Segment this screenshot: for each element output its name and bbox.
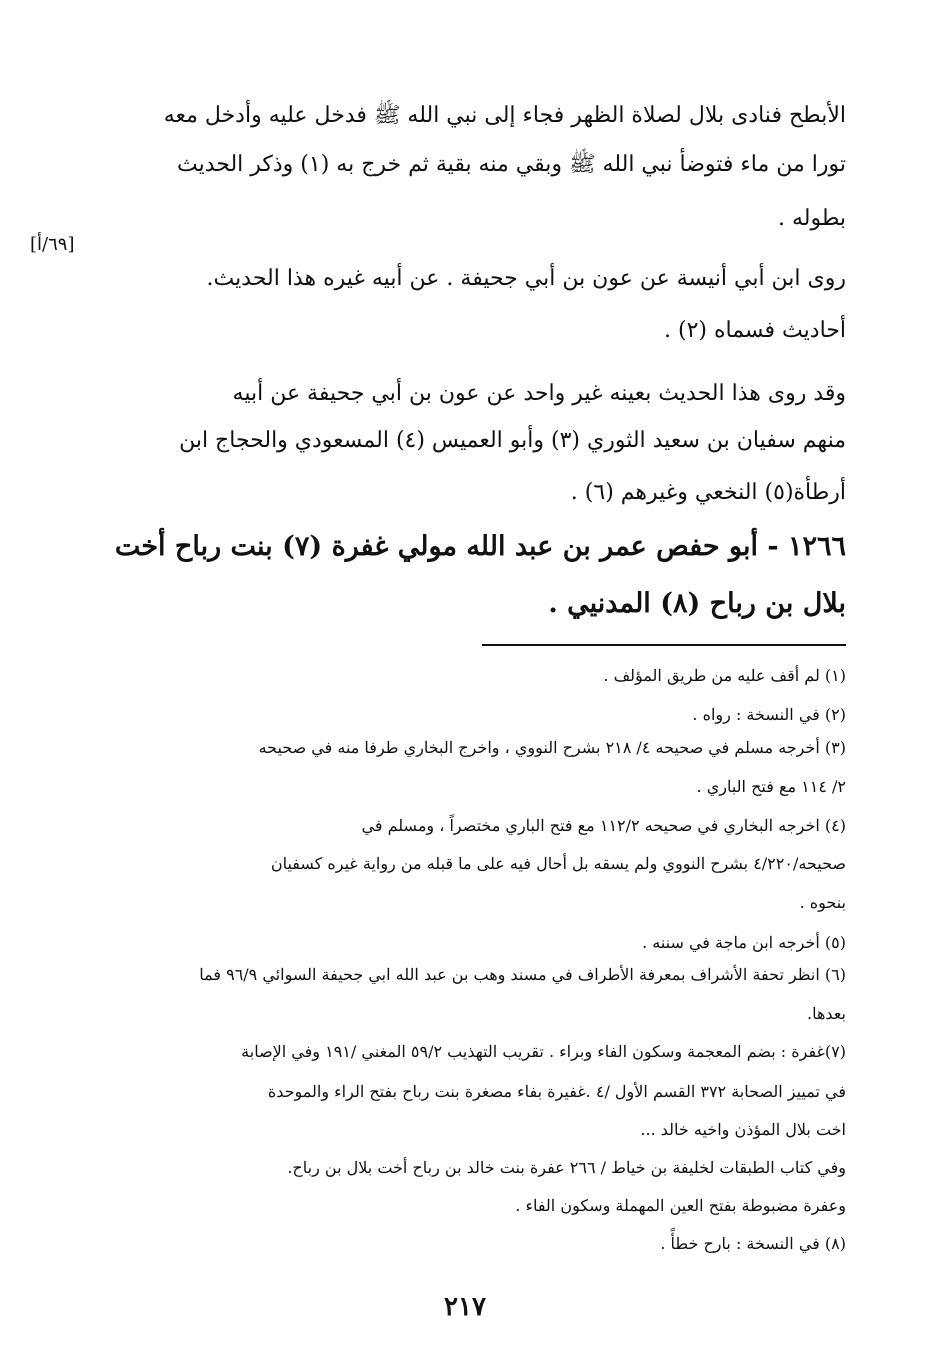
footnote-separator (482, 644, 846, 646)
footnote-line: (٨) في النسخة : بارح خطأً . (660, 1234, 846, 1253)
folio-marker: [٦٩/أ] (30, 234, 75, 255)
body-line: بطوله . (777, 206, 846, 231)
footnote-line: (٤) اخرجه البخاري في صحيحه ١١٢/٢ مع فتح الباري مختصراً ، ومسلم في (361, 816, 846, 835)
footnote-line: في تمييز الصحابة ٣٧٢ القسم الأول /٤ .غفيرة بفاء مصغرة بنت رباح بفتح الراء والموحدة (267, 1082, 846, 1101)
footnote-line: بنحوه . (799, 893, 846, 912)
footnote-line: بعدها. (807, 1004, 846, 1023)
footnote-line: ٢/ ١١٤ مع فتح الباري . (696, 777, 846, 796)
footnote-line: (١) لم أقف عليه من طريق المؤلف . (603, 666, 846, 685)
footnote-line: وفي كتاب الطبقات لخليفة بن خياط / ٢٦٦ عفرة بنت خالد بن رباح أخت بلال بن رباح. (287, 1158, 846, 1177)
footnote-line: (٢) في النسخة : رواه . (692, 705, 846, 724)
footnote-line: اخت بلال المؤذن واخيه خالد ... (640, 1120, 846, 1139)
footnote-line: وعفرة مضبوطة بفتح العين المهملة وسكون الفاء . (515, 1196, 846, 1215)
footnote-line: (٧)غفرة : بضم المعجمة وسكون الفاء وبراء . تقريب التهذيب ٥٩/٢ المغني /١٩١ وفي الإصابة (241, 1042, 846, 1061)
body-line: روى ابن أبي أنيسة عن عون بن أبي جحيفة . عن أبيه غيره هذا الحديث. (206, 266, 846, 291)
footnote-line: (٦) انظر تحفة الأشراف بمعرفة الأطراف في مسند وهب بن عبد الله ابي جحيفة السوائي ٩٦/٩ فما (199, 965, 846, 984)
body-line: تورا من ماء فتوضأ نبي الله ﷺ وبقي منه بقية ثم خرج به (١) وذكر الحديث (176, 152, 846, 177)
body-line: وقد روى هذا الحديث بعينه غير واحد عن عون بن أبي جحيفة عن أبيه (232, 381, 846, 406)
footnote-line: (٥) أخرجه ابن ماجة في سننه . (642, 933, 846, 952)
footnote-line: (٣) أخرجه مسلم في صحيحه ٤/ ٢١٨ بشرح النووي ، واخرج البخاري طرفا منه في صحيحه (258, 738, 846, 757)
body-line: أرطأة(٥) النخعي وغيرهم (٦) . (570, 480, 846, 505)
entry-heading-line: ١٢٦٦ - أبو حفص عمر بن عبد الله مولي غفرة (٧) بنت رباح أخت (114, 531, 846, 562)
entry-heading-line: بلال بن رباح (٨) المدنيي . (548, 588, 846, 619)
body-line: الأبطح فنادى بلال لصلاة الظهر فجاء إلى نبي الله ﷺ فدخل عليه وأدخل معه (163, 103, 846, 128)
body-line: منهم سفيان بن سعيد الثوري (٣) وأبو العميس (٤) المسعودي والحجاج ابن (179, 428, 846, 453)
footnote-line: صحيحه/٤/٢٢٠ بشرح النووي ولم يسقه بل أحال فيه على ما قبله من رواية غيره كسفيان (270, 854, 846, 873)
body-line: أحاديث فسماه (٢) . (663, 318, 846, 343)
page-number: ٢١٧ (444, 1292, 486, 1322)
